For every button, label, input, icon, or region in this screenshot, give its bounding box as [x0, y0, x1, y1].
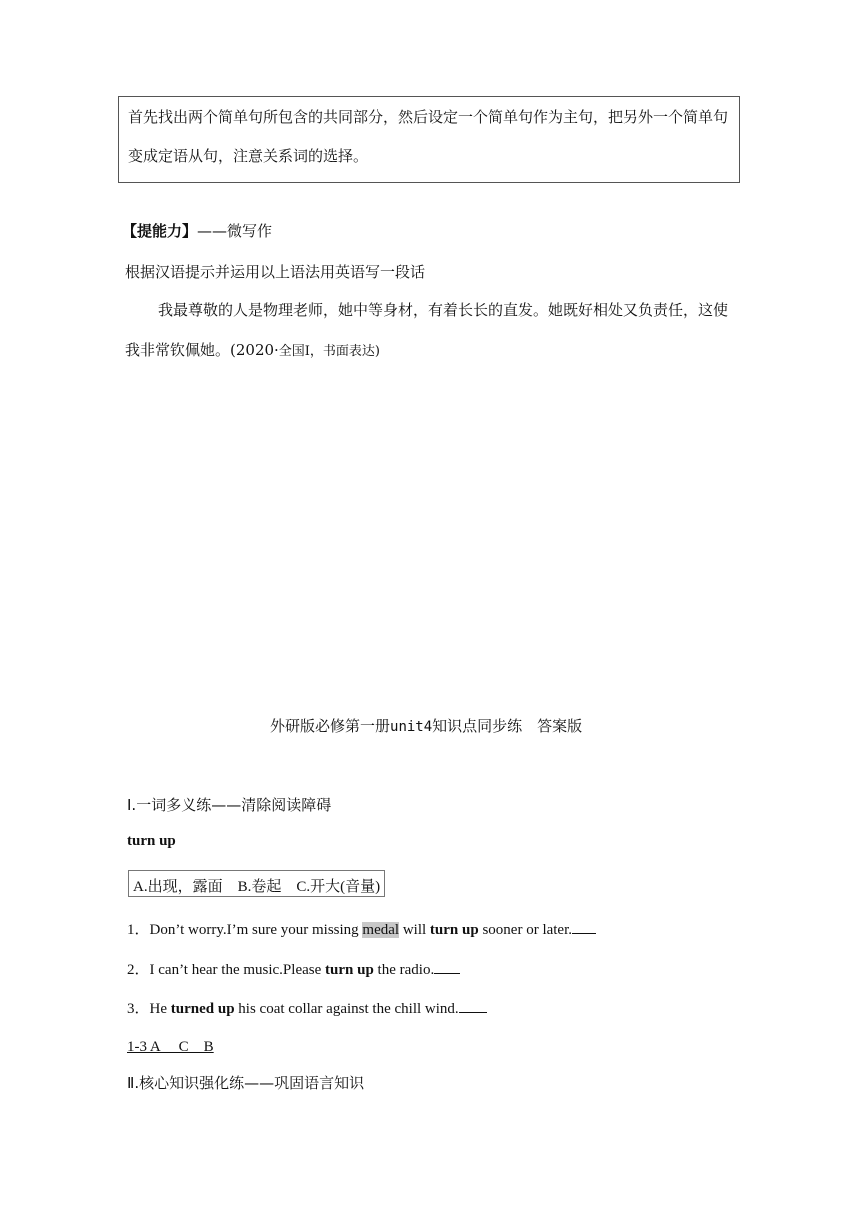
q3-number: 3． [127, 1001, 150, 1017]
part1-heading: Ⅰ.一词多义练——清除阅读障碍 [127, 796, 332, 814]
part1-phrase: turn up [127, 833, 176, 849]
q1-text-pre: Don’t worry.I’m sure your missing [149, 922, 363, 938]
q2-number: 2． [127, 962, 150, 978]
q3-text-pre: He [149, 1001, 171, 1017]
answer-title-a: 外研版必修第一册 [270, 717, 391, 735]
ability-prompt-line-2-a: 我非常钦佩她。(2020· [125, 341, 279, 359]
ability-instruction: 根据汉语提示并运用以上语法用英语写一段话 [125, 263, 426, 281]
q1-text-mid: will [399, 922, 430, 938]
q2-phrase: turn up [325, 962, 374, 978]
part1-options-box: A.出现，露面 B.卷起 C.开大(音量) [128, 870, 385, 897]
question-2 [127, 958, 460, 979]
answer-section-title [270, 715, 582, 736]
part1-answer-key: 1-3 A C B [127, 1039, 214, 1055]
q1-number: 1． [127, 922, 150, 938]
q2-answer-blank[interactable] [434, 959, 460, 974]
tip-line-2: 变成定语从句，注意关系词的选择。 [128, 147, 369, 165]
q1-answer-blank[interactable] [572, 919, 596, 934]
question-1 [127, 918, 596, 939]
q1-highlight: medal [362, 922, 400, 938]
ability-prompt-source: 全国Ⅰ，书面表达) [278, 344, 381, 359]
answer-title-unit: unit4 [390, 719, 433, 735]
q2-text-pre: I can’t hear the music.Please [149, 962, 326, 978]
q3-phrase: turned up [170, 1001, 235, 1017]
q3-text-post: his coat collar against the chill wind. [234, 1001, 459, 1017]
ability-heading [122, 220, 272, 241]
part2-heading: Ⅱ.核心知识强化练——巩固语言知识 [127, 1074, 365, 1092]
tip-line-1: 首先找出两个简单句所包含的共同部分，然后设定一个简单句作为主句，把另外一个简单句 [128, 108, 729, 126]
ability-heading-rest: ——微写作 [197, 222, 273, 240]
q1-text-post: sooner or later. [478, 922, 573, 938]
ability-prompt-line-2 [125, 339, 380, 360]
q2-text-post: the radio. [373, 962, 435, 978]
answer-title-b: 知识点同步练 答案版 [432, 717, 583, 735]
question-3 [127, 997, 487, 1018]
ability-heading-bracket: 【提能力】 [122, 222, 198, 240]
ability-prompt-line-1: 我最尊敬的人是物理老师，她中等身材，有着长长的直发。她既好相处又负责任，这使 [158, 301, 729, 319]
q3-answer-blank[interactable] [459, 998, 487, 1013]
q1-phrase: turn up [429, 922, 479, 938]
